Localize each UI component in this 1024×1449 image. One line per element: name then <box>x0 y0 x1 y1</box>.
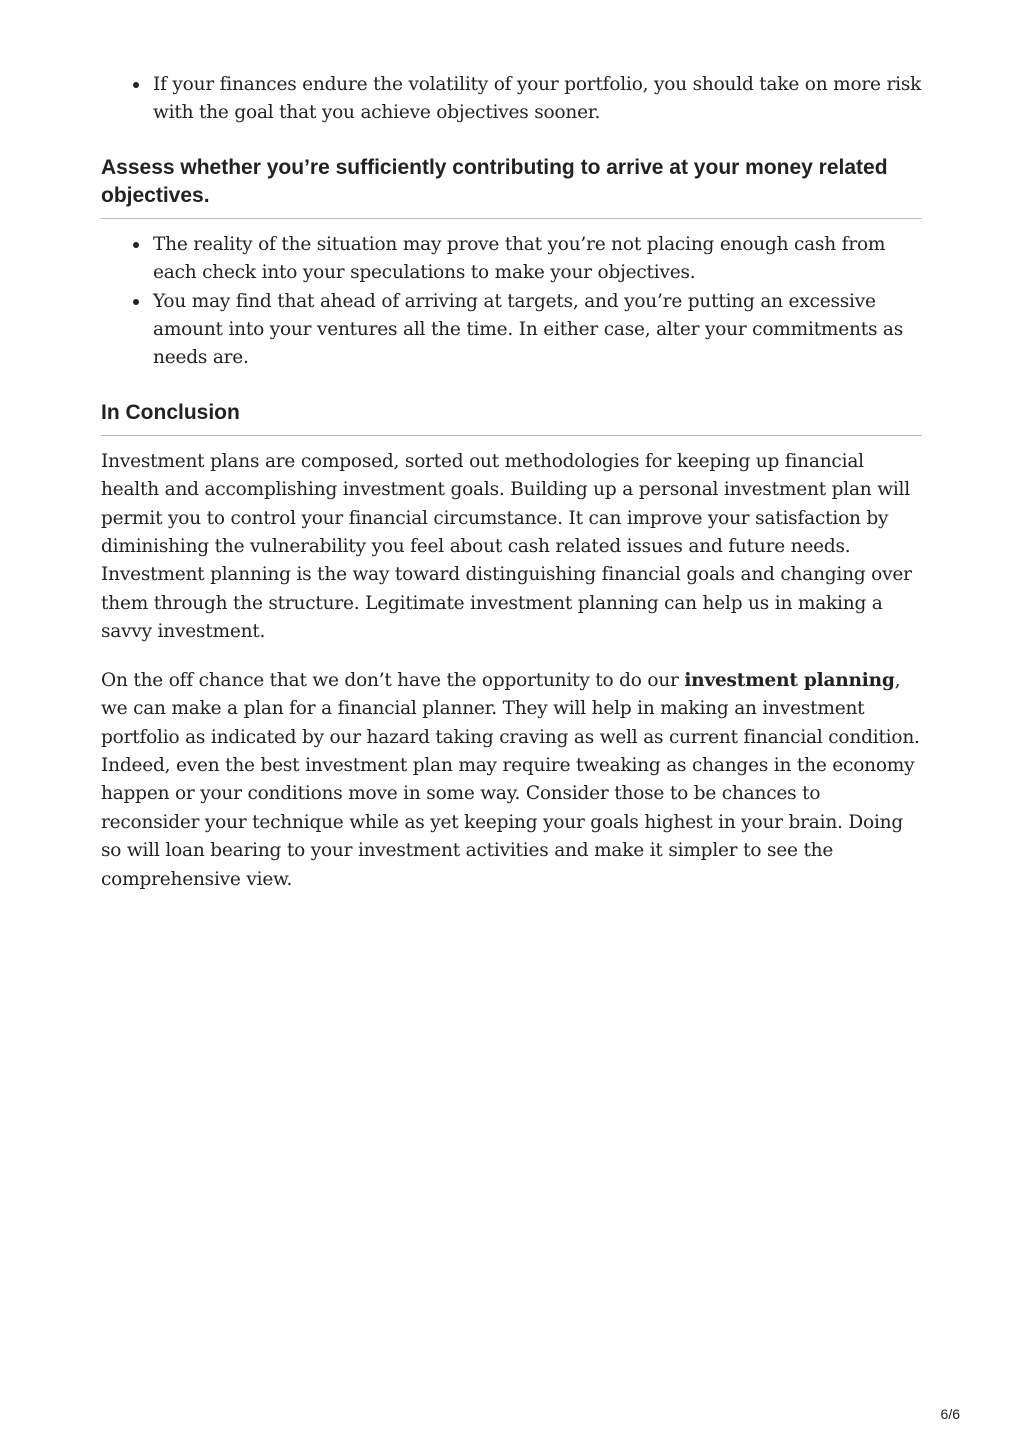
list-item: If your finances endure the volatility of your portfolio, you should take on more risk with the goal that you achieve objectives sooner. <box>153 71 922 128</box>
conclusion-paragraph-1: Investment plans are composed, sorted out methodologies for keeping up financial health and accomplishing investment goals. Building up a personal investment plan will permit you to control your financial circumstance. It can improve your satisfaction by diminishing the vulnerability you feel about cash related issues and future needs. Investment planning is the way toward distinguishing financial goals and changing over them through the structure. Legitimate investment planning can help us in making a savvy investment. <box>101 450 912 643</box>
section-heading-conclusion: In Conclusion <box>101 399 922 436</box>
document-page <box>101 71 922 894</box>
paragraph-text: On the off chance that we don’t have the opportunity to do our <box>101 669 685 691</box>
page-number: 6/6 <box>940 1406 960 1422</box>
bullet-list-top <box>101 71 922 128</box>
list-item: You may find that ahead of arriving at targets, and you’re putting an excessive amount into your ventures all the time. In either case, alter your commitments as needs are. <box>153 288 922 373</box>
section-heading-assess: Assess whether you’re sufficiently contributing to arrive at your money related objectives. <box>101 154 922 219</box>
bullet-list-assess <box>101 231 922 373</box>
list-item: The reality of the situation may prove that you’re not placing enough cash from each check into your speculations to make your objectives. <box>153 231 922 288</box>
investment-planning-link[interactable]: investment planning <box>684 669 895 691</box>
conclusion-paragraph-2 <box>101 667 922 894</box>
paragraph-text: , we can make a plan for a financial planner. They will help in making an investment portfolio as indicated by our hazard taking craving as well as current financial condition. Indeed, even the best investment plan may require tweaking as changes in the economy happen or your conditions move in some way. Consider those to be chances to reconsider your technique while as yet keeping your goals highest in your brain. Doing so will loan bearing to your investment activities and make it simpler to see the comprehensive view. <box>101 669 920 890</box>
